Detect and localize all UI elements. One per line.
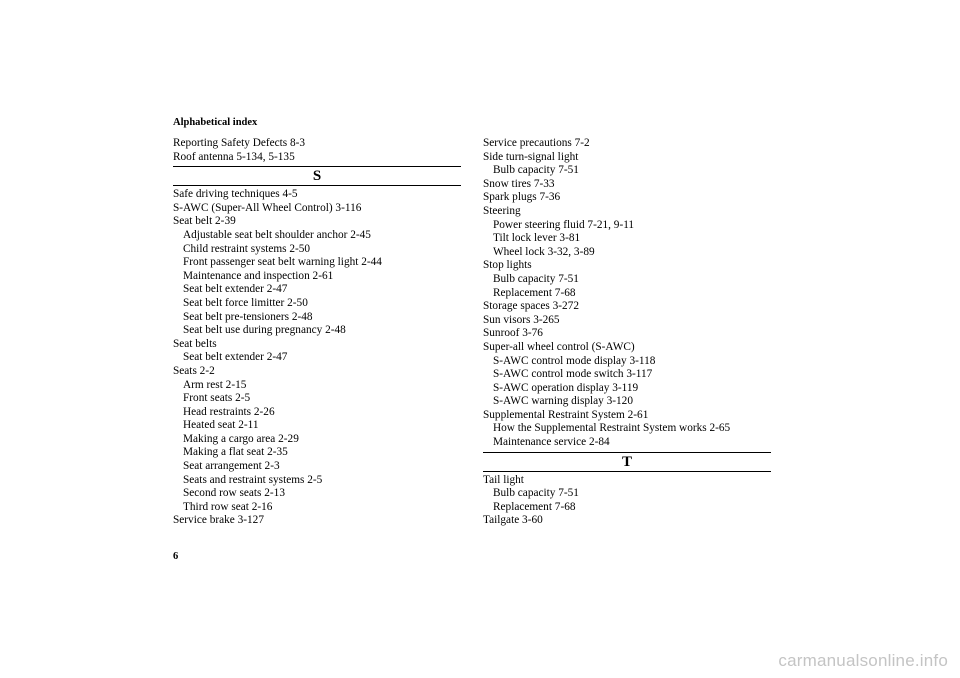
index-subentry: Arm rest 2-15 [183, 378, 247, 391]
index-subentry: Seats and restraint systems 2-5 [183, 473, 323, 486]
index-subentry: Second row seats 2-13 [183, 487, 285, 500]
index-subentry: Bulb capacity 7-51 [493, 164, 579, 177]
index-subentry: Third row seat 2-16 [183, 500, 273, 513]
index-entry: Roof antenna 5-134, 5-135 [173, 150, 295, 163]
index-subentry: Seat belt force limitter 2-50 [183, 296, 308, 309]
index-subentry: Making a flat seat 2-35 [183, 446, 288, 459]
index-entry: Steering [483, 204, 521, 217]
index-entry: Seat belts [173, 337, 217, 350]
watermark: carmanualsonline.info [778, 651, 948, 670]
page-header-title: Alphabetical index [173, 117, 258, 128]
index-entry: Storage spaces 3-272 [483, 300, 579, 313]
index-entry: Stop lights [483, 259, 532, 272]
index-subentry: Seat belt use during pregnancy 2-48 [183, 324, 346, 337]
index-subentry: Front seats 2-5 [183, 392, 251, 405]
index-entry: Side turn-signal light [483, 150, 579, 163]
index-entry: Service brake 3-127 [173, 514, 264, 527]
index-subentry: S-AWC control mode display 3-118 [493, 354, 656, 367]
index-subentry: Bulb capacity 7-51 [493, 487, 579, 500]
index-subentry: Tilt lock lever 3-81 [493, 232, 581, 245]
index-subentry: Heated seat 2-11 [183, 419, 259, 432]
index-subentry: Power steering fluid 7-21, 9-11 [493, 218, 635, 231]
index-subentry: Replacement 7-68 [493, 500, 576, 513]
index-entry: Spark plugs 7-36 [483, 191, 561, 204]
index-entry: Tailgate 3-60 [483, 514, 543, 527]
page-number: 6 [173, 551, 179, 562]
index-entry: Supplemental Restraint System 2-61 [483, 408, 649, 421]
index-entry: Reporting Safety Defects 8-3 [173, 137, 306, 149]
index-entry: Sunroof 3-76 [483, 327, 543, 340]
section-letter-heading: T [483, 452, 771, 472]
index-entry: Seats 2-2 [173, 364, 215, 377]
index-entry: Super-all wheel control (S-AWC) [483, 340, 635, 353]
index-subentry: Seat belt extender 2-47 [183, 351, 288, 364]
index-subentry: S-AWC operation display 3-119 [493, 381, 639, 394]
index-entry: Snow tires 7-33 [483, 177, 555, 190]
index-column-right [483, 137, 771, 528]
index-entry: Sun visors 3-265 [483, 313, 560, 326]
index-subentry: Seat belt extender 2-47 [183, 283, 288, 296]
index-subentry: Maintenance service 2-84 [493, 436, 610, 449]
index-entry: Service precautions 7-2 [483, 137, 590, 149]
index-subentry: S-AWC warning display 3-120 [493, 395, 633, 408]
index-entry: Safe driving techniques 4-5 [173, 188, 298, 201]
index-subentry: Bulb capacity 7-51 [493, 272, 579, 285]
index-subentry: Maintenance and inspection 2-61 [183, 269, 334, 282]
index-subentry: Child restraint systems 2-50 [183, 242, 311, 255]
index-subentry: Replacement 7-68 [493, 286, 576, 299]
index-entry: Seat belt 2-39 [173, 215, 236, 228]
index-subentry: Head restraints 2-26 [183, 405, 275, 418]
index-subentry: Wheel lock 3-32, 3-89 [493, 245, 595, 258]
section-letter-heading: S [173, 166, 461, 186]
index-subentry: Seat belt pre-tensioners 2-48 [183, 310, 313, 323]
index-subentry: How the Supplemental Restraint System works 2-65 [493, 422, 731, 435]
index-subentry: Adjustable seat belt shoulder anchor 2-45 [183, 228, 371, 241]
index-entry: S-AWC (Super-All Wheel Control) 3-116 [173, 201, 362, 214]
index-subentry: S-AWC control mode switch 3-117 [493, 368, 653, 381]
index-subentry: Making a cargo area 2-29 [183, 432, 299, 445]
index-subentry: Front passenger seat belt warning light 2-44 [183, 256, 382, 269]
index-entry: Tail light [483, 473, 524, 486]
index-column-left [173, 137, 461, 528]
index-subentry: Seat arrangement 2-3 [183, 460, 280, 473]
